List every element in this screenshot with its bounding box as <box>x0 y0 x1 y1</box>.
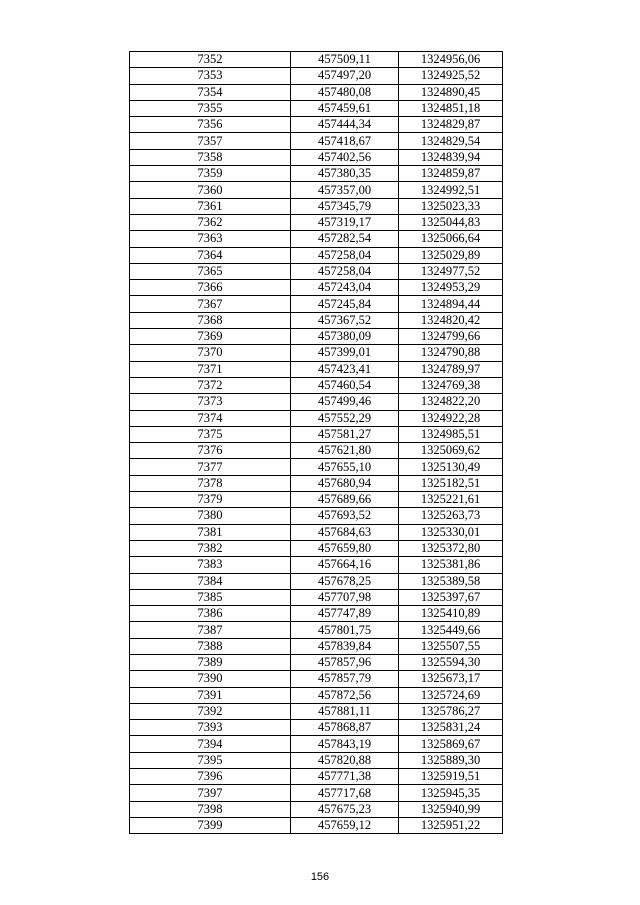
y-coordinate-cell: 1324922,28 <box>399 410 503 426</box>
y-coordinate-cell: 1325044,83 <box>399 214 503 230</box>
table-row <box>130 426 503 442</box>
x-coordinate-cell: 457771,38 <box>291 769 399 785</box>
table-row <box>130 52 503 68</box>
table-row <box>130 573 503 589</box>
table-row <box>130 198 503 214</box>
y-coordinate-cell: 1324925,52 <box>399 68 503 84</box>
x-coordinate-cell: 457282,54 <box>291 231 399 247</box>
x-coordinate-cell: 457689,66 <box>291 492 399 508</box>
point-number-cell: 7378 <box>130 475 291 491</box>
y-coordinate-cell: 1325389,58 <box>399 573 503 589</box>
y-coordinate-cell: 1325724,69 <box>399 687 503 703</box>
table-row <box>130 801 503 817</box>
point-number-cell: 7395 <box>130 752 291 768</box>
point-number-cell: 7384 <box>130 573 291 589</box>
point-number-cell: 7380 <box>130 508 291 524</box>
y-coordinate-cell: 1325221,61 <box>399 492 503 508</box>
y-coordinate-cell: 1325945,35 <box>399 785 503 801</box>
y-coordinate-cell: 1324894,44 <box>399 296 503 312</box>
point-number-cell: 7389 <box>130 654 291 670</box>
y-coordinate-cell: 1325449,66 <box>399 622 503 638</box>
x-coordinate-cell: 457423,41 <box>291 361 399 377</box>
x-coordinate-cell: 457367,52 <box>291 312 399 328</box>
x-coordinate-cell: 457839,84 <box>291 638 399 654</box>
point-number-cell: 7366 <box>130 280 291 296</box>
table-row <box>130 654 503 670</box>
table-row <box>130 361 503 377</box>
x-coordinate-cell: 457664,16 <box>291 557 399 573</box>
point-number-cell: 7354 <box>130 84 291 100</box>
point-number-cell: 7375 <box>130 426 291 442</box>
table-row <box>130 377 503 393</box>
x-coordinate-cell: 457857,96 <box>291 654 399 670</box>
y-coordinate-cell: 1325023,33 <box>399 198 503 214</box>
x-coordinate-cell: 457868,87 <box>291 720 399 736</box>
table-row <box>130 459 503 475</box>
y-coordinate-cell: 1325919,51 <box>399 769 503 785</box>
y-coordinate-cell: 1324956,06 <box>399 52 503 68</box>
x-coordinate-cell: 457402,56 <box>291 149 399 165</box>
table-row <box>130 785 503 801</box>
point-number-cell: 7364 <box>130 247 291 263</box>
table-row <box>130 312 503 328</box>
x-coordinate-cell: 457655,10 <box>291 459 399 475</box>
table-row <box>130 638 503 654</box>
coordinates-table-body <box>130 52 503 834</box>
x-coordinate-cell: 457509,11 <box>291 52 399 68</box>
table-row <box>130 280 503 296</box>
x-coordinate-cell: 457621,80 <box>291 443 399 459</box>
x-coordinate-cell: 457659,80 <box>291 540 399 556</box>
y-coordinate-cell: 1325410,89 <box>399 606 503 622</box>
x-coordinate-cell: 457319,17 <box>291 214 399 230</box>
table-row <box>130 671 503 687</box>
x-coordinate-cell: 457820,88 <box>291 752 399 768</box>
table-row <box>130 492 503 508</box>
y-coordinate-cell: 1324890,45 <box>399 84 503 100</box>
table-row <box>130 247 503 263</box>
point-number-cell: 7393 <box>130 720 291 736</box>
point-number-cell: 7386 <box>130 606 291 622</box>
table-row <box>130 214 503 230</box>
x-coordinate-cell: 457881,11 <box>291 703 399 719</box>
x-coordinate-cell: 457380,09 <box>291 329 399 345</box>
point-number-cell: 7355 <box>130 100 291 116</box>
y-coordinate-cell: 1324953,29 <box>399 280 503 296</box>
table-row <box>130 475 503 491</box>
y-coordinate-cell: 1325831,24 <box>399 720 503 736</box>
y-coordinate-cell: 1324769,38 <box>399 377 503 393</box>
y-coordinate-cell: 1325330,01 <box>399 524 503 540</box>
x-coordinate-cell: 457678,25 <box>291 573 399 589</box>
table-row <box>130 589 503 605</box>
y-coordinate-cell: 1325182,51 <box>399 475 503 491</box>
table-row <box>130 182 503 198</box>
point-number-cell: 7356 <box>130 117 291 133</box>
table-row <box>130 166 503 182</box>
point-number-cell: 7368 <box>130 312 291 328</box>
table-row <box>130 606 503 622</box>
table-row <box>130 117 503 133</box>
y-coordinate-cell: 1325069,62 <box>399 443 503 459</box>
table-row <box>130 508 503 524</box>
table-row <box>130 84 503 100</box>
table-row <box>130 133 503 149</box>
table-row <box>130 345 503 361</box>
x-coordinate-cell: 457843,19 <box>291 736 399 752</box>
x-coordinate-cell: 457460,54 <box>291 377 399 393</box>
point-number-cell: 7371 <box>130 361 291 377</box>
y-coordinate-cell: 1324829,87 <box>399 117 503 133</box>
point-number-cell: 7363 <box>130 231 291 247</box>
y-coordinate-cell: 1325507,55 <box>399 638 503 654</box>
point-number-cell: 7373 <box>130 394 291 410</box>
table-row <box>130 557 503 573</box>
point-number-cell: 7353 <box>130 68 291 84</box>
x-coordinate-cell: 457459,61 <box>291 100 399 116</box>
y-coordinate-cell: 1324790,88 <box>399 345 503 361</box>
table-row <box>130 263 503 279</box>
y-coordinate-cell: 1324985,51 <box>399 426 503 442</box>
x-coordinate-cell: 457675,23 <box>291 801 399 817</box>
x-coordinate-cell: 457245,84 <box>291 296 399 312</box>
x-coordinate-cell: 457581,27 <box>291 426 399 442</box>
x-coordinate-cell: 457258,04 <box>291 247 399 263</box>
point-number-cell: 7367 <box>130 296 291 312</box>
table-row <box>130 769 503 785</box>
point-number-cell: 7396 <box>130 769 291 785</box>
point-number-cell: 7361 <box>130 198 291 214</box>
x-coordinate-cell: 457680,94 <box>291 475 399 491</box>
point-number-cell: 7372 <box>130 377 291 393</box>
y-coordinate-cell: 1325381,86 <box>399 557 503 573</box>
y-coordinate-cell: 1324859,87 <box>399 166 503 182</box>
point-number-cell: 7382 <box>130 540 291 556</box>
point-number-cell: 7399 <box>130 817 291 833</box>
point-number-cell: 7398 <box>130 801 291 817</box>
point-number-cell: 7360 <box>130 182 291 198</box>
point-number-cell: 7391 <box>130 687 291 703</box>
x-coordinate-cell: 457258,04 <box>291 263 399 279</box>
x-coordinate-cell: 457380,35 <box>291 166 399 182</box>
x-coordinate-cell: 457659,12 <box>291 817 399 833</box>
x-coordinate-cell: 457497,20 <box>291 68 399 84</box>
table-row <box>130 752 503 768</box>
x-coordinate-cell: 457480,08 <box>291 84 399 100</box>
point-number-cell: 7388 <box>130 638 291 654</box>
table-row <box>130 68 503 84</box>
table-row <box>130 231 503 247</box>
x-coordinate-cell: 457717,68 <box>291 785 399 801</box>
x-coordinate-cell: 457499,46 <box>291 394 399 410</box>
point-number-cell: 7379 <box>130 492 291 508</box>
table-row <box>130 524 503 540</box>
x-coordinate-cell: 457243,04 <box>291 280 399 296</box>
point-number-cell: 7359 <box>130 166 291 182</box>
y-coordinate-cell: 1325889,30 <box>399 752 503 768</box>
point-number-cell: 7376 <box>130 443 291 459</box>
x-coordinate-cell: 457345,79 <box>291 198 399 214</box>
y-coordinate-cell: 1325951,22 <box>399 817 503 833</box>
x-coordinate-cell: 457399,01 <box>291 345 399 361</box>
y-coordinate-cell: 1324820,42 <box>399 312 503 328</box>
table-row <box>130 703 503 719</box>
point-number-cell: 7383 <box>130 557 291 573</box>
y-coordinate-cell: 1324851,18 <box>399 100 503 116</box>
point-number-cell: 7352 <box>130 52 291 68</box>
point-number-cell: 7362 <box>130 214 291 230</box>
page-number: 156 <box>310 871 330 883</box>
table-row <box>130 329 503 345</box>
y-coordinate-cell: 1324789,97 <box>399 361 503 377</box>
point-number-cell: 7392 <box>130 703 291 719</box>
point-number-cell: 7390 <box>130 671 291 687</box>
y-coordinate-cell: 1325786,27 <box>399 703 503 719</box>
x-coordinate-cell: 457693,52 <box>291 508 399 524</box>
y-coordinate-cell: 1325594,30 <box>399 654 503 670</box>
x-coordinate-cell: 457684,63 <box>291 524 399 540</box>
table-row <box>130 736 503 752</box>
y-coordinate-cell: 1325130,49 <box>399 459 503 475</box>
y-coordinate-cell: 1325397,67 <box>399 589 503 605</box>
y-coordinate-cell: 1324839,94 <box>399 149 503 165</box>
table-row <box>130 622 503 638</box>
y-coordinate-cell: 1324992,51 <box>399 182 503 198</box>
table-row <box>130 394 503 410</box>
y-coordinate-cell: 1325066,64 <box>399 231 503 247</box>
x-coordinate-cell: 457747,89 <box>291 606 399 622</box>
point-number-cell: 7374 <box>130 410 291 426</box>
point-number-cell: 7381 <box>130 524 291 540</box>
point-number-cell: 7394 <box>130 736 291 752</box>
point-number-cell: 7369 <box>130 329 291 345</box>
table-row <box>130 149 503 165</box>
table-row <box>130 540 503 556</box>
coordinates-table <box>129 51 503 834</box>
table-row <box>130 410 503 426</box>
table-row <box>130 817 503 833</box>
x-coordinate-cell: 457552,29 <box>291 410 399 426</box>
y-coordinate-cell: 1325940,99 <box>399 801 503 817</box>
x-coordinate-cell: 457707,98 <box>291 589 399 605</box>
point-number-cell: 7377 <box>130 459 291 475</box>
point-number-cell: 7387 <box>130 622 291 638</box>
y-coordinate-cell: 1325372,80 <box>399 540 503 556</box>
x-coordinate-cell: 457801,75 <box>291 622 399 638</box>
table-row <box>130 687 503 703</box>
y-coordinate-cell: 1325263,73 <box>399 508 503 524</box>
table-row <box>130 443 503 459</box>
point-number-cell: 7357 <box>130 133 291 149</box>
point-number-cell: 7397 <box>130 785 291 801</box>
point-number-cell: 7365 <box>130 263 291 279</box>
y-coordinate-cell: 1324822,20 <box>399 394 503 410</box>
point-number-cell: 7358 <box>130 149 291 165</box>
point-number-cell: 7385 <box>130 589 291 605</box>
y-coordinate-cell: 1325029,89 <box>399 247 503 263</box>
table-row <box>130 720 503 736</box>
table-row <box>130 100 503 116</box>
table-row <box>130 296 503 312</box>
y-coordinate-cell: 1325869,67 <box>399 736 503 752</box>
y-coordinate-cell: 1325673,17 <box>399 671 503 687</box>
y-coordinate-cell: 1324977,52 <box>399 263 503 279</box>
x-coordinate-cell: 457872,56 <box>291 687 399 703</box>
x-coordinate-cell: 457444,34 <box>291 117 399 133</box>
x-coordinate-cell: 457418,67 <box>291 133 399 149</box>
y-coordinate-cell: 1324799,66 <box>399 329 503 345</box>
x-coordinate-cell: 457357,00 <box>291 182 399 198</box>
point-number-cell: 7370 <box>130 345 291 361</box>
x-coordinate-cell: 457857,79 <box>291 671 399 687</box>
y-coordinate-cell: 1324829,54 <box>399 133 503 149</box>
